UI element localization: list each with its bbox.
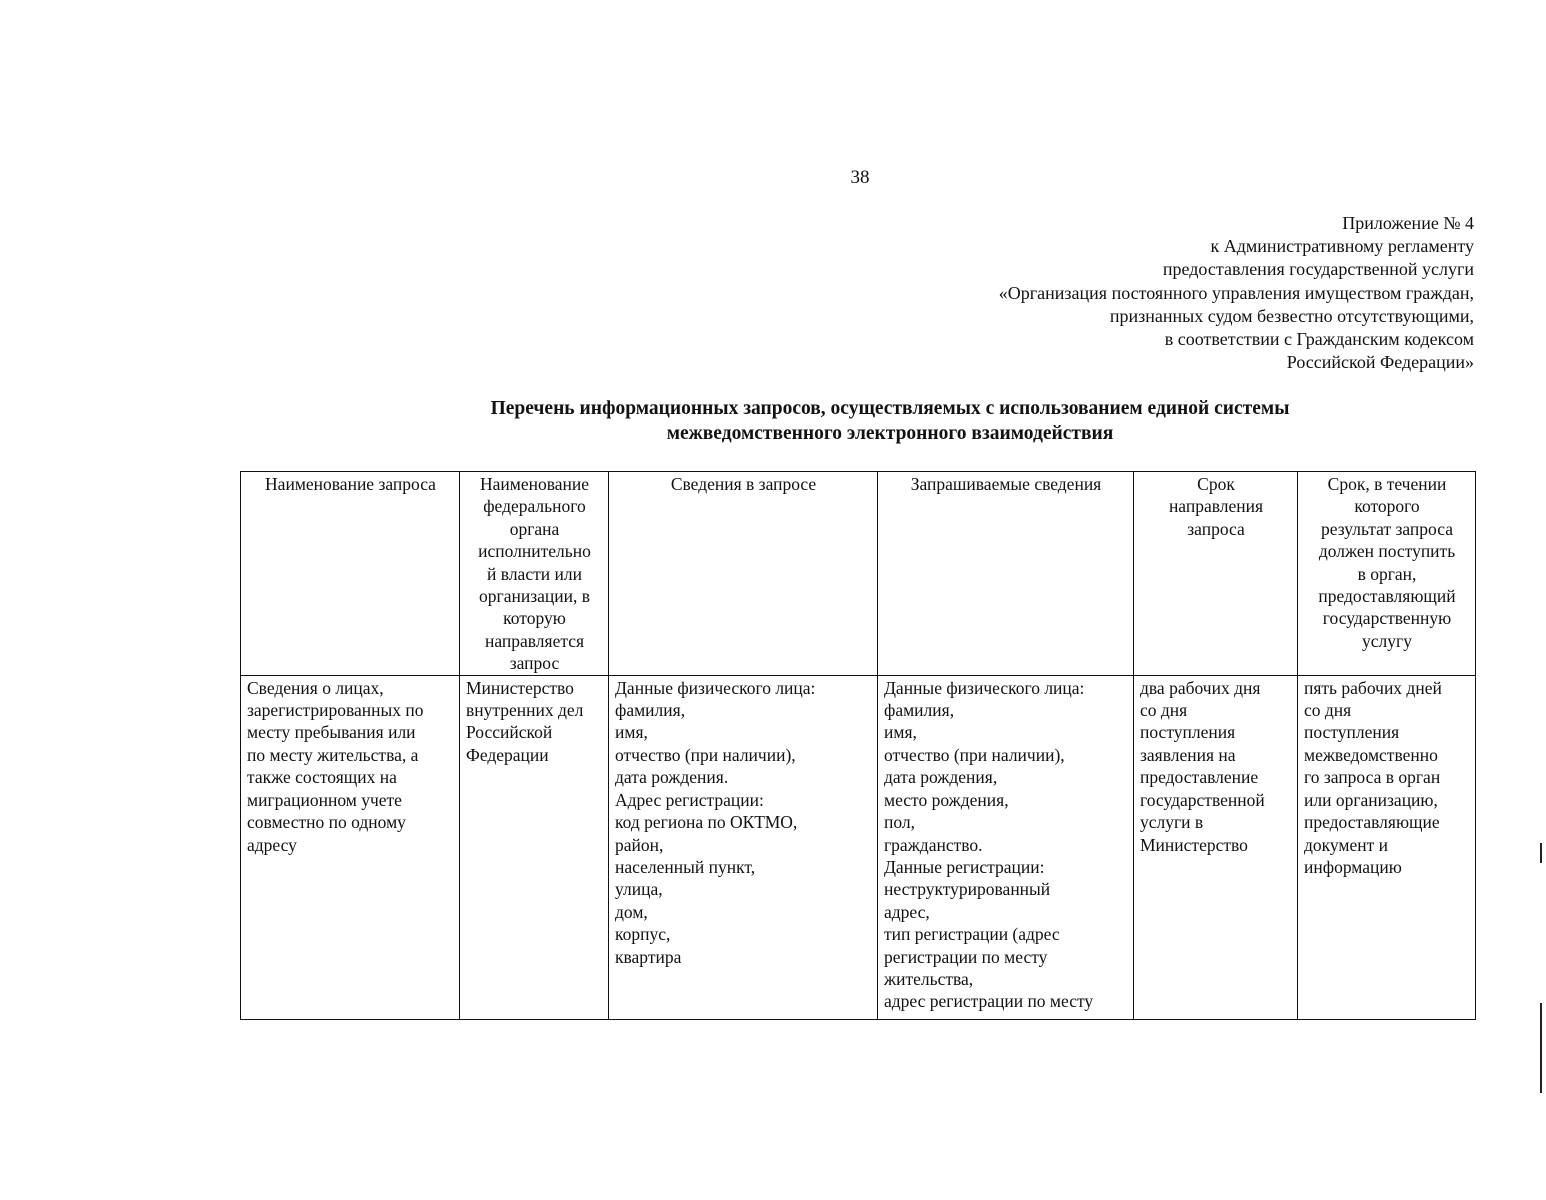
appendix-line: в соответствии с Гражданским кодексом bbox=[1164, 329, 1474, 350]
cell-requested-info bbox=[878, 675, 1134, 1019]
cell-line: или организацию, bbox=[1304, 789, 1438, 810]
cell-line: со дня bbox=[1304, 700, 1352, 721]
cell-response-deadline bbox=[1298, 675, 1476, 1019]
cell-line: фамилия, bbox=[884, 700, 955, 721]
cell-lines bbox=[247, 473, 454, 495]
appendix-line: Российской Федерации» bbox=[1286, 352, 1474, 373]
cell-line: Запрашиваемые сведения bbox=[910, 474, 1102, 494]
cell-line: со дня bbox=[1140, 700, 1188, 721]
cell-line: федерального bbox=[483, 496, 586, 517]
cell-line: го запроса в орган bbox=[1304, 767, 1441, 788]
cell-line: Сведения в запросе bbox=[670, 474, 817, 494]
cell-line: дом, bbox=[615, 901, 648, 922]
cell-lines bbox=[247, 677, 454, 856]
cell-line: квартира bbox=[615, 946, 682, 967]
cell-line: документ и bbox=[1304, 834, 1389, 855]
header-request-deadline bbox=[1134, 472, 1298, 676]
cell-lines bbox=[466, 677, 603, 767]
cell-line: в орган, bbox=[1357, 563, 1417, 584]
cell-line: Наименование запроса bbox=[265, 474, 436, 494]
cell-line: гражданство. bbox=[884, 834, 983, 855]
table-row bbox=[241, 675, 1476, 1019]
cell-line: тип регистрации (адрес bbox=[884, 924, 1060, 945]
cell-request-deadline bbox=[1134, 675, 1298, 1019]
cell-line: код региона по ОКТМО, bbox=[615, 812, 798, 833]
cell-line: совместно по одному bbox=[247, 812, 406, 833]
cell-lines bbox=[1140, 473, 1292, 540]
cell-federal-body bbox=[460, 675, 609, 1019]
cell-line: которого bbox=[1354, 496, 1420, 517]
cell-line: направления bbox=[1168, 496, 1264, 517]
cell-line: внутренних дел bbox=[466, 700, 584, 721]
cell-line: отчество (при наличии), bbox=[615, 744, 796, 765]
cell-line: которую bbox=[503, 608, 566, 629]
cell-lines bbox=[1140, 677, 1292, 856]
cell-line: исполнительно bbox=[478, 541, 591, 562]
cell-lines bbox=[884, 473, 1128, 495]
cell-line: месту пребывания или bbox=[247, 722, 416, 743]
cell-line: Российской bbox=[466, 722, 553, 743]
title-line: межведомственного электронного взаимодействия bbox=[666, 423, 1114, 444]
cell-line: Срок, в течении bbox=[1327, 474, 1447, 494]
scan-edge-mark bbox=[1540, 1003, 1542, 1093]
appendix-line: «Организация постоянного управления имуществом граждан, bbox=[998, 282, 1474, 303]
cell-line: фамилия, bbox=[615, 700, 686, 721]
cell-line: межведомственно bbox=[1304, 744, 1438, 765]
cell-line: услуги в bbox=[1140, 812, 1204, 833]
cell-line: Срок bbox=[1197, 474, 1235, 494]
cell-line: имя, bbox=[615, 722, 648, 743]
cell-lines bbox=[615, 473, 872, 495]
cell-line: Данные физического лица: bbox=[615, 677, 816, 698]
cell-line: неструктурированный bbox=[884, 879, 1051, 900]
cell-line: Данные регистрации: bbox=[884, 856, 1045, 877]
appendix-line: предоставления государственной услуги bbox=[1162, 259, 1474, 280]
cell-line: запрос bbox=[509, 653, 560, 674]
requests-table bbox=[240, 471, 1476, 1020]
cell-line: адрес, bbox=[884, 901, 930, 922]
cell-line: государственной bbox=[1140, 789, 1265, 810]
cell-lines bbox=[884, 677, 1128, 1013]
cell-lines bbox=[1304, 677, 1470, 879]
header-federal-body bbox=[460, 472, 609, 676]
cell-line: район, bbox=[615, 834, 664, 855]
appendix-reference bbox=[999, 212, 1474, 374]
table-header-row bbox=[241, 472, 1476, 676]
title-line: Перечень информационных запросов, осуществляемых с использованием единой системы bbox=[490, 398, 1290, 419]
cell-lines bbox=[615, 677, 872, 968]
cell-line: предоставляющий bbox=[1318, 586, 1456, 607]
cell-line: Наименование bbox=[479, 474, 590, 494]
cell-request-name bbox=[241, 675, 460, 1019]
cell-line: населенный пункт, bbox=[615, 856, 756, 877]
header-response-deadline bbox=[1298, 472, 1476, 676]
cell-line: адрес регистрации по месту bbox=[884, 991, 1094, 1012]
cell-line: должен поступить bbox=[1318, 541, 1456, 562]
cell-line: государственную bbox=[1322, 608, 1452, 629]
cell-line: место рождения, bbox=[884, 789, 1009, 810]
cell-line: пол, bbox=[884, 812, 915, 833]
header-requested-info bbox=[878, 472, 1134, 676]
cell-line: Сведения о лицах, bbox=[247, 677, 384, 698]
cell-line: услугу bbox=[1362, 630, 1412, 651]
appendix-line: Приложение № 4 bbox=[1342, 213, 1474, 233]
cell-line: также состоящих на bbox=[247, 767, 397, 788]
cell-line: й власти или bbox=[487, 563, 582, 584]
cell-line: предоставляющие bbox=[1304, 812, 1440, 833]
cell-line: заявления на bbox=[1140, 744, 1236, 765]
appendix-line: признанных судом безвестно отсутствующими, bbox=[1109, 305, 1474, 326]
cell-line: улица, bbox=[615, 879, 663, 900]
cell-line: жительства, bbox=[884, 968, 974, 989]
cell-line: имя, bbox=[884, 722, 917, 743]
scan-edge-mark bbox=[1540, 843, 1542, 863]
cell-line: результат запроса bbox=[1320, 518, 1453, 539]
cell-line: направляется bbox=[484, 630, 585, 651]
cell-line: адресу bbox=[247, 834, 297, 855]
cell-lines bbox=[1304, 473, 1470, 652]
cell-line: организации, в bbox=[479, 586, 590, 607]
cell-line: информацию bbox=[1304, 856, 1402, 877]
cell-line: поступления bbox=[1304, 722, 1400, 743]
header-request-name bbox=[241, 472, 460, 676]
cell-line: корпус, bbox=[615, 924, 671, 945]
cell-lines bbox=[466, 473, 603, 675]
cell-line: Адрес регистрации: bbox=[615, 789, 764, 810]
cell-line: предоставление bbox=[1140, 767, 1259, 788]
cell-line: органа bbox=[509, 518, 560, 539]
cell-line: Данные физического лица: bbox=[884, 677, 1085, 698]
appendix-line: к Административному регламенту bbox=[1210, 236, 1474, 257]
cell-line: отчество (при наличии), bbox=[884, 744, 1065, 765]
cell-line: миграционном учете bbox=[247, 789, 402, 810]
cell-line: дата рождения. bbox=[615, 767, 729, 788]
cell-line: по месту жительства, а bbox=[247, 744, 419, 765]
cell-line: пять рабочих дней bbox=[1304, 677, 1442, 698]
cell-request-info bbox=[609, 675, 878, 1019]
cell-line: регистрации по месту bbox=[884, 946, 1048, 967]
document-title bbox=[300, 396, 1480, 446]
page-number: 38 bbox=[850, 167, 870, 188]
cell-line: Федерации bbox=[466, 744, 549, 765]
cell-line: дата рождения, bbox=[884, 767, 998, 788]
cell-line: Министерство bbox=[466, 677, 574, 698]
cell-line: поступления bbox=[1140, 722, 1236, 743]
cell-line: запроса bbox=[1187, 518, 1245, 539]
cell-line: Министерство bbox=[1140, 834, 1248, 855]
header-request-info bbox=[609, 472, 878, 676]
cell-line: зарегистрированных по bbox=[247, 700, 424, 721]
cell-line: два рабочих дня bbox=[1140, 677, 1261, 698]
